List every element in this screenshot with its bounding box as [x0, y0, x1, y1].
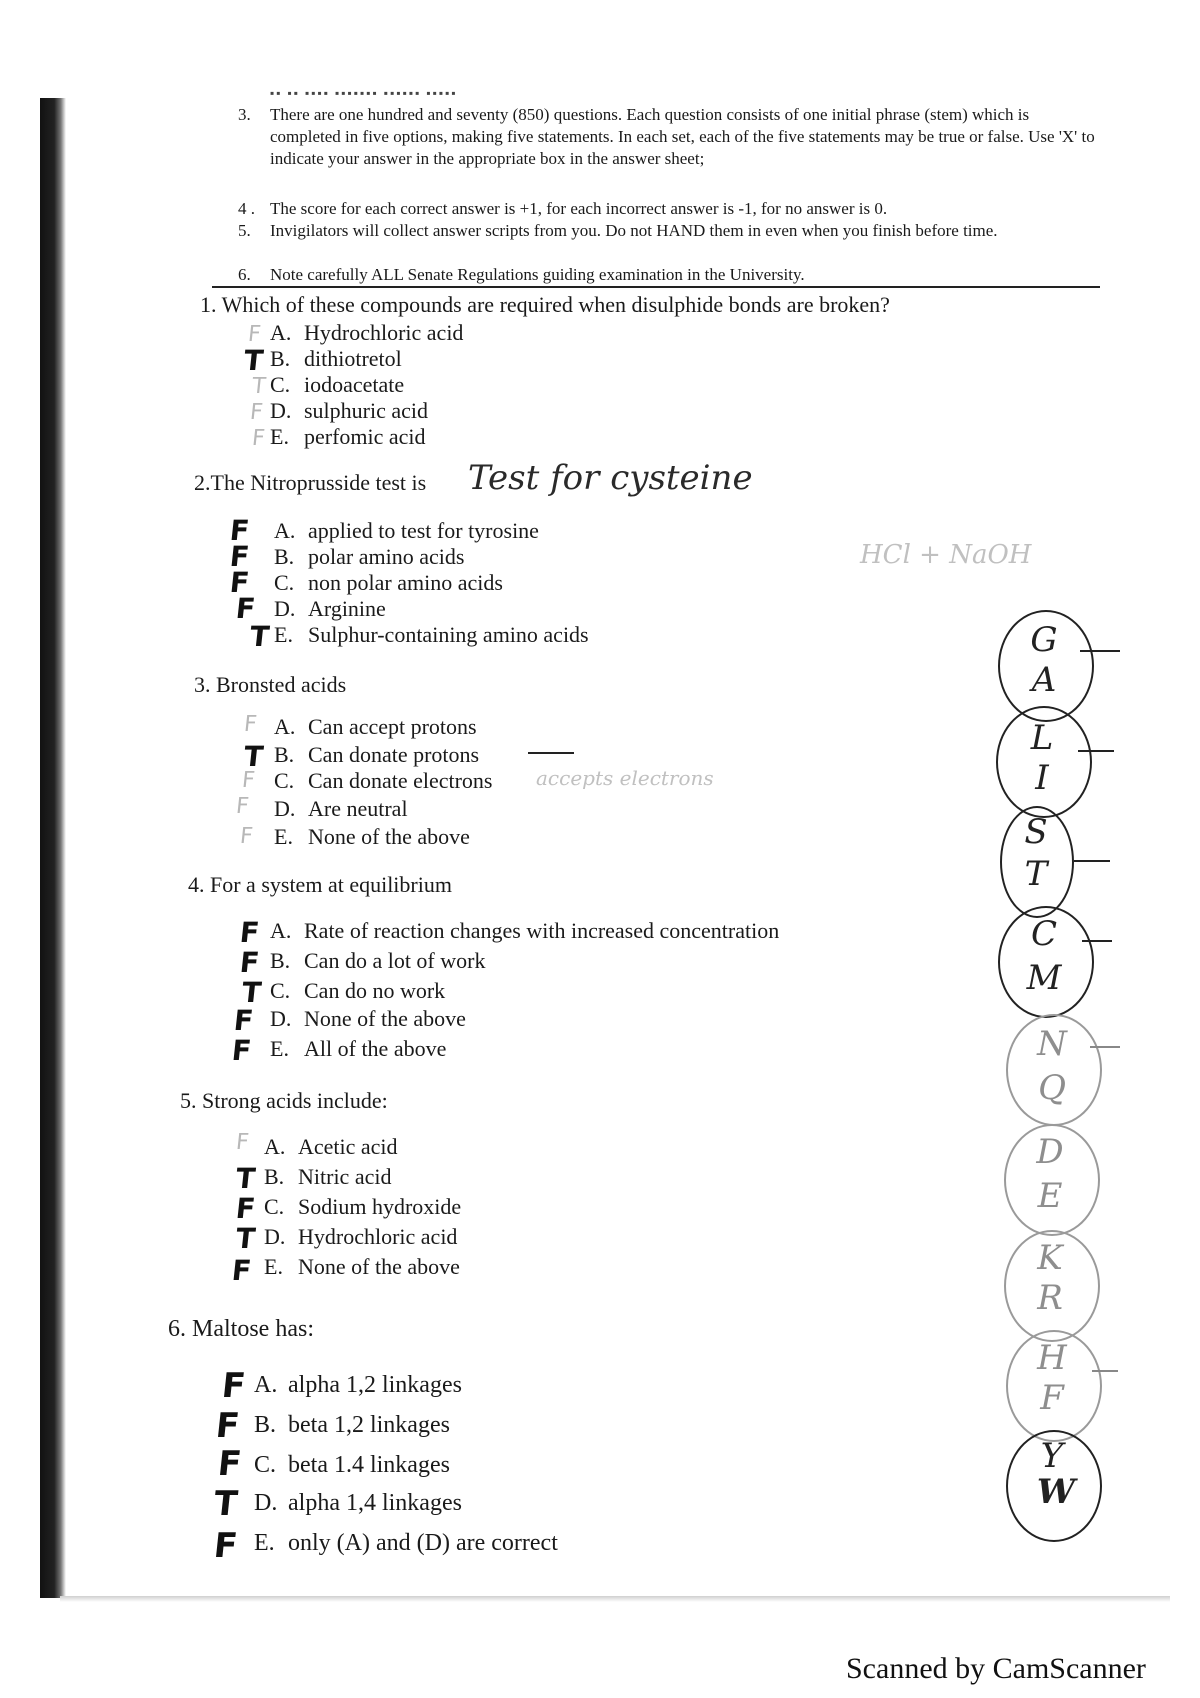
circled-letter: A: [1031, 660, 1057, 700]
circled-letter: T: [1024, 854, 1048, 894]
circled-letter: H: [1037, 1338, 1067, 1378]
answer-mark: T: [211, 1484, 240, 1524]
question-stem: 2.The Nitroprusside test is: [194, 470, 427, 495]
pen-stroke: [1074, 860, 1110, 862]
option-d: D. Are neutral: [274, 796, 408, 821]
answer-mark: F: [238, 916, 261, 949]
circled-letter: S: [1024, 812, 1048, 852]
answer-mark: T: [242, 344, 265, 377]
answer-mark: F: [234, 592, 257, 625]
question-stem: 5. Strong acids include:: [180, 1088, 388, 1113]
scanner-watermark: Scanned by CamScanner: [846, 1652, 1146, 1685]
answer-mark: F: [228, 540, 251, 573]
option-c: C. beta 1.4 linkages: [254, 1452, 450, 1478]
option-d: D. Arginine: [274, 596, 386, 621]
question-stem: 4. For a system at equilibrium: [188, 872, 452, 897]
answer-mark: T: [248, 620, 271, 653]
circled-letter: F: [1040, 1378, 1064, 1418]
answer-mark: F: [248, 400, 264, 425]
answer-mark: F: [234, 794, 250, 819]
circled-letter: Q: [1038, 1068, 1066, 1108]
question-stem: 3. Bronsted acids: [194, 672, 347, 697]
option-a: A. applied to test for tyrosine: [274, 518, 539, 543]
answer-mark: F: [242, 712, 258, 737]
pen-stroke: [1092, 1370, 1118, 1372]
answer-mark: F: [238, 824, 254, 849]
answer-mark: T: [234, 1162, 257, 1195]
option-b: B. Can donate protons: [274, 742, 480, 767]
cut-off-line: ▪▪ ▪▪ ▪▪▪▪ ▪▪▪▪▪▪▪ ▪▪▪▪▪▪ ▪▪▪▪▪: [270, 86, 458, 100]
option-e: E. only (A) and (D) are correct: [254, 1530, 558, 1556]
answer-mark: F: [234, 1192, 257, 1225]
option-b: B. beta 1,2 linkages: [254, 1412, 450, 1438]
option-d: D. alpha 1,4 linkages: [254, 1490, 462, 1516]
circled-letter: L: [1030, 718, 1054, 758]
option-d: D. None of the above: [270, 1006, 466, 1031]
question-stem: 6. Maltose has:: [168, 1316, 314, 1342]
option-e: E. None of the above: [264, 1254, 460, 1279]
option-a: A. alpha 1,2 linkages: [254, 1372, 462, 1398]
option-a: A. Rate of reaction changes with increased concentration: [270, 918, 780, 943]
option-c: C. Can do no work: [270, 978, 446, 1003]
option-a: A. Can accept protons: [274, 714, 477, 739]
answer-mark: F: [234, 1130, 250, 1155]
answer-mark: F: [232, 1004, 255, 1037]
answer-mark: T: [234, 1222, 257, 1255]
answer-mark: F: [215, 1444, 244, 1484]
option-e: E. Sulphur-containing amino acids: [274, 622, 589, 647]
scan-edge: [40, 98, 66, 1598]
option-b: B. polar amino acids: [274, 544, 465, 569]
answer-mark: F: [238, 946, 261, 979]
answer-mark: F: [250, 426, 266, 451]
option-d: D. sulphuric acid: [270, 398, 429, 423]
option-e: E. None of the above: [274, 824, 470, 849]
circled-letter: Y: [1040, 1436, 1064, 1476]
answer-mark: F: [228, 514, 251, 547]
circled-letter: N: [1037, 1024, 1067, 1064]
question-stem: 1. Which of these compounds are required when disulphide bonds are broken?: [200, 292, 890, 317]
option-b: B. Can do a lot of work: [270, 948, 486, 973]
circled-letter: W: [1036, 1472, 1076, 1512]
answer-mark: T: [240, 976, 263, 1009]
answer-mark: F: [219, 1366, 248, 1406]
pen-stroke: [528, 752, 574, 754]
handwritten-amino-acid-column: [996, 610, 1176, 1600]
option-c: C. non polar amino acids: [274, 570, 503, 595]
handwritten-side-note: HCl + NaOH: [860, 540, 1032, 570]
circled-letter: I: [1035, 758, 1049, 798]
option-e: E. perfomic acid: [270, 424, 426, 449]
option-b: B. Nitric acid: [264, 1164, 392, 1189]
answer-mark: T: [242, 740, 265, 773]
circled-letter: E: [1037, 1176, 1063, 1216]
circled-letter: D: [1036, 1132, 1064, 1172]
option-c: C. Can donate electrons: [274, 768, 493, 793]
answer-mark: F: [246, 322, 262, 347]
handwritten-note-q3: accepts electrons: [536, 766, 714, 790]
circled-letter: R: [1037, 1278, 1063, 1318]
option-c: C. Sodium hydroxide: [264, 1194, 462, 1219]
circled-letter: M: [1026, 958, 1062, 998]
option-a: A. Acetic acid: [264, 1134, 398, 1159]
option-a: A. Hydrochloric acid: [270, 320, 464, 345]
pen-stroke: [1090, 1046, 1120, 1048]
option-c: C. iodoacetate: [270, 372, 405, 397]
circled-letter: G: [1030, 620, 1058, 660]
circled-letter: C: [1030, 914, 1057, 954]
answer-mark: F: [240, 768, 256, 793]
pen-stroke: [1082, 940, 1112, 942]
option-b: B. dithiotretol: [270, 346, 402, 371]
answer-mark: F: [213, 1406, 242, 1446]
pen-stroke: [1080, 650, 1120, 652]
option-e: E. All of the above: [270, 1036, 447, 1061]
answer-mark: F: [230, 1254, 253, 1287]
instruction-divider: [212, 286, 1100, 288]
answer-mark: T: [250, 374, 267, 399]
circled-letter: K: [1037, 1238, 1063, 1278]
answer-mark: F: [228, 566, 251, 599]
option-d: D. Hydrochloric acid: [264, 1224, 458, 1249]
handwritten-note-q2: Test for cysteine: [468, 458, 753, 498]
answer-mark: F: [211, 1526, 240, 1566]
pen-stroke: [1078, 750, 1114, 752]
answer-mark: F: [230, 1034, 253, 1067]
